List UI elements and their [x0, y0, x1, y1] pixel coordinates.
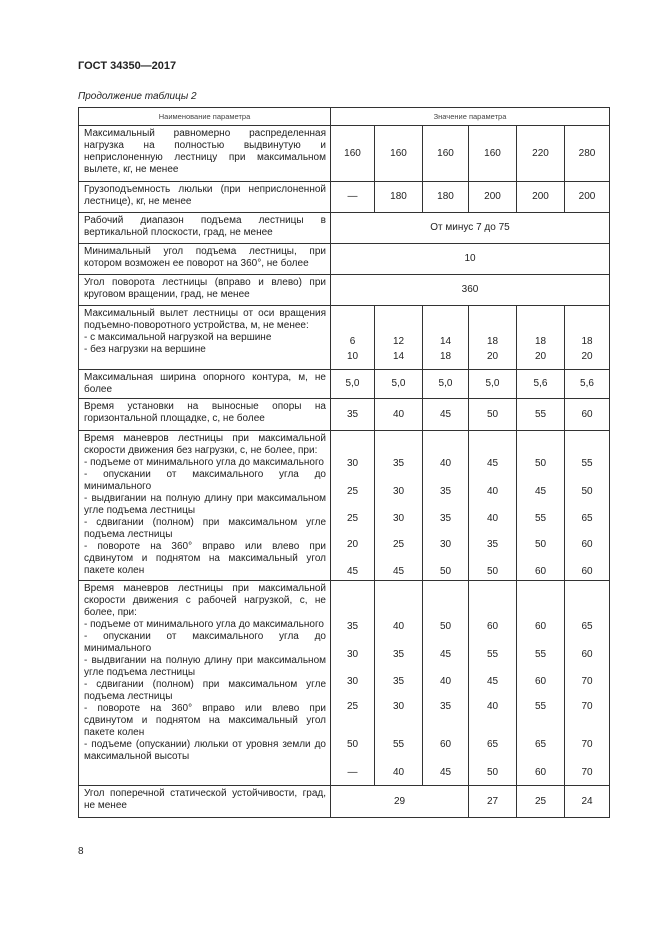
parameter-name-text: Минимальный угол подъема лестницы, при котором возможен ее поворот на 360°, не более [84, 246, 326, 269]
value-cell: 24 [565, 786, 610, 818]
value-cell: 14 [439, 336, 452, 347]
value-cell: 20 [581, 351, 593, 362]
value-cell: 200 [565, 182, 610, 213]
value-cell: 35 [346, 621, 359, 632]
value-cell: 50 [439, 621, 452, 632]
value-cell: 45 [346, 566, 359, 577]
parameter-name-text: Время маневров лестницы при максимальной скорости движения с рабочей нагрузкой, с, не более, при: [84, 583, 326, 618]
value-cell: 55 [486, 649, 499, 660]
value-cell: 160 [469, 126, 517, 182]
value-cell: 35 [486, 539, 499, 550]
value-cell: 35 [392, 458, 405, 469]
value-cell: 280 [565, 126, 610, 182]
parameter-sub-label: - выдвигании на полную длину при максимальном угле подъема лестницы [84, 655, 326, 678]
value-cell: 55 [534, 649, 547, 660]
value-cell: 45 [534, 486, 547, 497]
table-row [79, 431, 610, 581]
value-cell: 60 [534, 621, 547, 632]
value-cell: 65 [486, 739, 499, 750]
value-cell: 20 [534, 351, 547, 362]
table-row [79, 399, 610, 431]
value-cell: 18 [486, 336, 499, 347]
parameter-sub-label: - без нагрузки на вершине [84, 344, 206, 355]
value-cell: 25 [346, 701, 359, 712]
value-cell: 5,6 [565, 370, 610, 399]
value-cell: 25 [517, 786, 565, 818]
value-cell: 220 [517, 126, 565, 182]
parameter-sub-label: - опускании от максимального угла до минимального [84, 469, 326, 492]
value-cell-merged: 360 [331, 275, 610, 306]
parameter-sub-label: - подъеме от минимального угла до максимального [84, 457, 324, 468]
table-row [79, 786, 610, 818]
value-column-cell [469, 581, 517, 786]
parameter-name-text: Максимальный равномерно распределенная нагрузка на полностью выдвинутую и неприслоненную лестницу при максимальном вылете, кг, не менее [84, 128, 326, 175]
value-column-cell [375, 431, 423, 581]
value-cell: 40 [392, 767, 405, 778]
value-cell: 30 [439, 539, 452, 550]
value-cell: 70 [581, 676, 593, 687]
value-cell: 200 [469, 182, 517, 213]
value-cell: 60 [534, 676, 547, 687]
table-row [79, 126, 610, 182]
parameter-sub-label: - сдвигании (полном) при максимальном угле подъема лестницы [84, 517, 326, 540]
value-cell: 40 [439, 676, 452, 687]
value-cell: 35 [439, 701, 452, 712]
value-cell: 40 [439, 458, 452, 469]
value-column-cell [469, 431, 517, 581]
value-cell: — [347, 767, 358, 778]
table-row [79, 244, 610, 275]
value-cell: 50 [534, 539, 547, 550]
value-cell-merged: От минус 7 до 75 [331, 213, 610, 244]
value-cell: 70 [581, 767, 593, 778]
parameter-sub-label: - повороте на 360° вправо или влево при сдвинутом и поднятом на максимальный угол пакете колен [84, 541, 326, 576]
value-cell: 40 [375, 399, 423, 431]
parameter-name [79, 581, 331, 786]
value-cell: 30 [346, 676, 359, 687]
value-cell: 25 [346, 513, 359, 524]
parameter-sub-label: - выдвигании на полную длину при максимальном угле подъема лестницы [84, 493, 326, 516]
value-cell: 5,0 [423, 370, 469, 399]
value-column-cell [423, 581, 469, 786]
parameter-name [79, 244, 331, 275]
value-cell: 10 [346, 351, 359, 362]
parameter-name [79, 399, 331, 431]
value-cell: 27 [469, 786, 517, 818]
parameter-sub-label: - сдвигании (полном) при максимальном угле подъема лестницы [84, 679, 326, 702]
value-cell: 45 [423, 399, 469, 431]
value-cell: 18 [534, 336, 547, 347]
parameter-name [79, 370, 331, 399]
value-cell: 25 [392, 539, 405, 550]
value-column-cell [469, 306, 517, 370]
parameter-name [79, 431, 331, 581]
value-cell: 55 [534, 701, 547, 712]
value-cell: 60 [534, 566, 547, 577]
value-cell: 45 [439, 767, 452, 778]
parameter-name-text: Максимальный вылет лестницы от оси вращения подъемно-поворотного устройства, м, не менее: [84, 308, 326, 331]
value-cell: 180 [375, 182, 423, 213]
parameter-name [79, 786, 331, 818]
value-cell: 18 [581, 336, 593, 347]
value-cell: 35 [392, 676, 405, 687]
value-cell: 30 [392, 486, 405, 497]
value-cell: 6 [349, 336, 356, 347]
header-parameter-value: Значение параметра [331, 108, 610, 126]
value-cell: 60 [439, 739, 452, 750]
value-cell: 65 [534, 739, 547, 750]
parameter-sub-label: - подъеме от минимального угла до максимального [84, 619, 324, 630]
value-cell: 70 [581, 701, 593, 712]
table-continuation-caption: Продолжение таблицы 2 [78, 91, 197, 102]
value-column-cell [565, 306, 610, 370]
parameter-sub-label: - опускании от максимального угла до минимального [84, 631, 326, 654]
value-cell: 60 [565, 399, 610, 431]
value-cell: 20 [486, 351, 499, 362]
value-column-cell [331, 581, 375, 786]
table-row [79, 370, 610, 399]
value-cell: 50 [581, 486, 593, 497]
table-row [79, 213, 610, 244]
parameter-name-text: Угол поперечной статической устойчивости, град, не менее [84, 788, 326, 811]
value-cell: 5,0 [375, 370, 423, 399]
parameter-name [79, 182, 331, 213]
value-cell: 50 [346, 739, 359, 750]
value-column-cell [375, 306, 423, 370]
value-cell: 35 [439, 486, 452, 497]
value-cell: 30 [392, 701, 405, 712]
value-cell: 160 [423, 126, 469, 182]
table-row [79, 182, 610, 213]
value-column-cell [423, 306, 469, 370]
document-title: ГОСТ 34350—2017 [78, 60, 177, 72]
value-cell: 45 [392, 566, 405, 577]
page-number: 8 [78, 846, 84, 857]
value-cell: 45 [486, 676, 499, 687]
value-cell: 25 [346, 486, 359, 497]
value-cell: 65 [581, 621, 593, 632]
parameter-name [79, 213, 331, 244]
value-cell: 14 [392, 351, 405, 362]
value-column-cell [423, 431, 469, 581]
table-row [79, 306, 610, 370]
value-cell: 200 [517, 182, 565, 213]
value-cell: 50 [486, 566, 499, 577]
value-cell: 60 [581, 649, 593, 660]
value-cell: 50 [439, 566, 452, 577]
table-row [79, 581, 610, 786]
value-column-cell [375, 581, 423, 786]
parameter-name-text: Рабочий диапазон подъема лестницы в вертикальной плоскости, град, не менее [84, 215, 326, 238]
value-cell: 18 [439, 351, 452, 362]
value-column-cell [565, 431, 610, 581]
value-cell: 5,6 [517, 370, 565, 399]
table-header-row [79, 108, 610, 126]
value-cell: 50 [534, 458, 547, 469]
parameter-name-text: Угол поворота лестницы (вправо и влево) при круговом вращении, град, не менее [84, 277, 326, 300]
parameter-name-text: Грузоподъемность люльки (при неприслоненной лестнице), кг, не менее [84, 184, 326, 207]
parameters-table [78, 107, 610, 818]
value-cell: 160 [375, 126, 423, 182]
value-cell: 30 [392, 513, 405, 524]
value-cell: 60 [581, 566, 593, 577]
value-cell: 12 [392, 336, 405, 347]
value-cell: 70 [581, 739, 593, 750]
parameter-name-text: Время маневров лестницы при максимальной скорости движения без нагрузки, с, не более, при: [84, 433, 326, 456]
parameter-sub-label: - повороте на 360° вправо или влево при сдвинутом и поднятом на максимальный угол пакете колен [84, 703, 326, 738]
value-cell: 55 [534, 513, 547, 524]
value-cell: 5,0 [331, 370, 375, 399]
value-cell: 40 [486, 701, 499, 712]
value-cell: 60 [581, 539, 593, 550]
value-cell: 30 [346, 649, 359, 660]
value-column-cell [517, 581, 565, 786]
value-cell: 35 [392, 649, 405, 660]
value-cell: 40 [486, 486, 499, 497]
value-cell: 55 [581, 458, 593, 469]
value-cell: 50 [469, 399, 517, 431]
value-cell: 55 [392, 739, 405, 750]
value-cell: 35 [331, 399, 375, 431]
parameter-name [79, 306, 331, 370]
parameter-sub-label: - подъеме (опускании) люльки от уровня земли до максимальной высоты [84, 739, 326, 762]
value-cell: 50 [486, 767, 499, 778]
parameter-name-text: Время установки на выносные опоры на горизонтальной площадке, с, не более [84, 401, 326, 424]
value-cell: 60 [534, 767, 547, 778]
value-cell: 40 [392, 621, 405, 632]
value-cell: — [331, 182, 375, 213]
value-cell: 55 [517, 399, 565, 431]
value-column-cell [565, 581, 610, 786]
value-cell: 40 [486, 513, 499, 524]
value-column-cell [517, 431, 565, 581]
parameter-sub-label: - с максимальной нагрузкой на вершине [84, 332, 272, 343]
value-cell: 45 [486, 458, 499, 469]
value-cell: 29 [331, 786, 469, 818]
parameter-name [79, 275, 331, 306]
value-cell: 45 [439, 649, 452, 660]
value-cell: 5,0 [469, 370, 517, 399]
value-cell: 160 [331, 126, 375, 182]
value-cell: 65 [581, 513, 593, 524]
table-row [79, 275, 610, 306]
value-column-cell [517, 306, 565, 370]
value-cell: 180 [423, 182, 469, 213]
value-cell: 20 [346, 539, 359, 550]
parameter-name [79, 126, 331, 182]
value-cell: 35 [439, 513, 452, 524]
value-cell: 60 [486, 621, 499, 632]
value-cell: 30 [346, 458, 359, 469]
header-parameter-name: Наименование параметра [79, 108, 331, 126]
parameter-name-text: Максимальная ширина опорного контура, м, не более [84, 372, 326, 395]
value-cell-merged: 10 [331, 244, 610, 275]
value-column-cell [331, 431, 375, 581]
value-column-cell [331, 306, 375, 370]
